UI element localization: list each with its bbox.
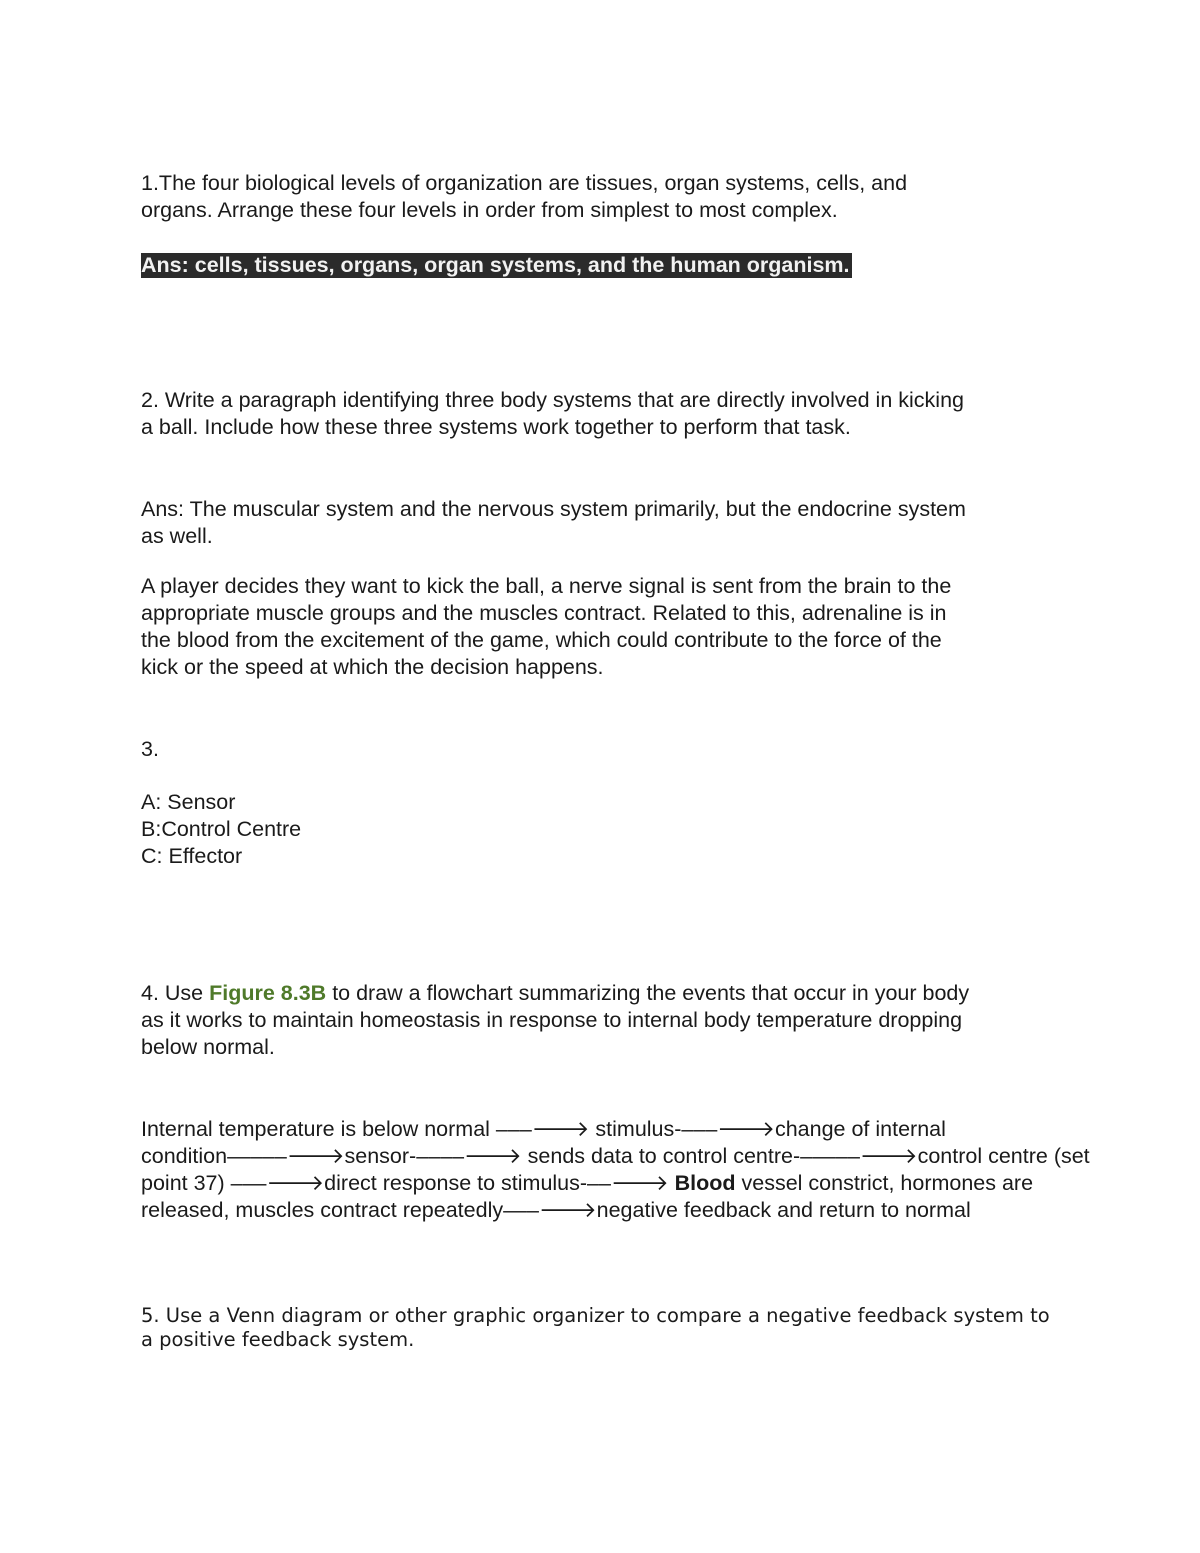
answer-2-line-1: Ans: The muscular system and the nervous system primarily, but the endocrine system: [141, 497, 966, 521]
document-page: [141, 0, 1090, 1553]
question-2-line-2: a ball. Include how these three systems work together to perform that task.: [141, 415, 851, 439]
answer-3-a: A: Sensor: [141, 790, 236, 814]
answer-3-c: C: Effector: [141, 844, 243, 868]
question-1-line-2: organs. Arrange these four levels in order from simplest to most complex.: [141, 198, 838, 222]
question-3: [141, 736, 1071, 763]
question-4-line-2: as it works to maintain homeostasis in response to internal body temperature dropping: [141, 1008, 963, 1032]
answer-4-flowchart: [141, 1116, 1090, 1224]
answer-2-paragraph-line-1: A player decides they want to kick the ball, a nerve signal is sent from the brain to the: [141, 574, 952, 598]
question-3-number: 3.: [141, 737, 159, 761]
flowchart-line-3: [141, 1170, 1071, 1197]
answer-3: [141, 789, 1071, 870]
answer-2-paragraph-line-4: kick or the speed at which the decision happens.: [141, 655, 604, 679]
question-4-line-1-start: 4. Use: [141, 981, 210, 1005]
flowchart-line-1: Internal temperature is below normal –––🡒 stimulus-–––🡒change of internal: [141, 1117, 946, 1141]
answer-2-paragraph-line-2: appropriate muscle groups and the muscles contract. Related to this, adrenaline is in: [141, 601, 947, 625]
answer-1: [141, 252, 1071, 279]
question-5-line-2: a positive feedback system.: [141, 1328, 415, 1351]
flowchart-bold-word: Blood: [674, 1171, 736, 1195]
question-4-line-1: [141, 980, 1071, 1007]
answer-3-b: B:Control Centre: [141, 817, 302, 841]
answer-2: [141, 496, 1071, 550]
flowchart-line-3-start: point 37) –––🡒direct response to stimulus-––🡒: [141, 1171, 675, 1195]
question-4: [141, 980, 1071, 1061]
answer-2-paragraph-line-3: the blood from the excitement of the game, which could contribute to the force of the: [141, 628, 942, 652]
flowchart-line-2: condition–––––🡒sensor-––––🡒 sends data to control centre-–––––🡒control centre (set: [141, 1144, 1090, 1168]
answer-1-highlight: Ans: cells, tissues, organs, organ systems, and the human organism.: [141, 253, 850, 277]
question-2-line-1: 2. Write a paragraph identifying three body systems that are directly involved in kicking: [141, 388, 964, 412]
answer-2-line-2: as well.: [141, 524, 213, 548]
answer-2-paragraph: [141, 573, 1071, 681]
question-5-line-1: 5. Use a Venn diagram or other graphic organizer to compare a negative feedback system to: [141, 1304, 1050, 1327]
question-1-line-1: 1.The four biological levels of organization are tissues, organ systems, cells, and: [141, 171, 908, 195]
question-4-line-3: below normal.: [141, 1035, 275, 1059]
question-1: [141, 170, 1071, 224]
question-5: [141, 1304, 1071, 1352]
flowchart-line-3-end: vessel constrict, hormones are: [735, 1171, 1034, 1195]
question-2: [141, 387, 1071, 441]
question-4-line-1-end: to draw a flowchart summarizing the events that occur in your body: [326, 981, 970, 1005]
figure-reference-link[interactable]: Figure 8.3B: [209, 981, 327, 1005]
flowchart-line-4: released, muscles contract repeatedly–––🡒negative feedback and return to normal: [141, 1198, 971, 1222]
